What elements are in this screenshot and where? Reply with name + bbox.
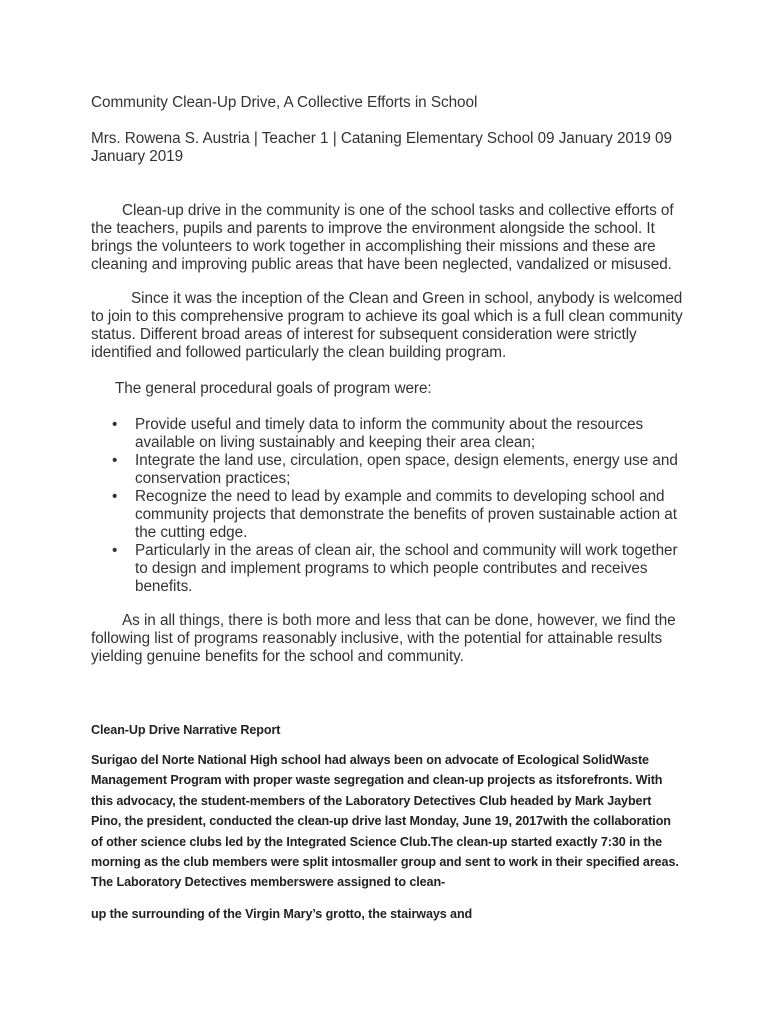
goal-text: Particularly in the areas of clean air, the school and community will work together to design and implement programs to which people contributes and receives benefits. <box>135 542 678 595</box>
bullet-icon: • <box>112 452 118 469</box>
goal-text: Integrate the land use, circulation, open space, design elements, energy use and conservation practices; <box>135 452 678 487</box>
bullet-icon: • <box>112 542 118 559</box>
goal-text: Recognize the need to lead by example and commits to developing school and community projects that demonstrate the benefits of proven sustainable action at the cutting edge. <box>135 488 677 541</box>
goal-item-3 <box>91 488 691 542</box>
report-heading: Clean-Up Drive Narrative Report <box>91 723 281 737</box>
goal-item-4 <box>91 542 691 596</box>
bullet-icon: • <box>112 488 118 505</box>
author-byline: Mrs. Rowena S. Austria | Teacher 1 | Cataning Elementary School 09 January 2019 09 January 2019 <box>91 130 672 165</box>
document-title: Community Clean-Up Drive, A Collective Efforts in School <box>91 94 478 111</box>
inception-paragraph: Since it was the inception of the Clean and Green in school, anybody is welcomed to join to this comprehensive program to achieve its goal which is a full clean community status. Different broad areas of interest for subsequent consideration were strictly identified and followed particularly the clean building program. <box>91 290 683 361</box>
intro-paragraph: Clean-up drive in the community is one of the school tasks and collective efforts of the teachers, pupils and parents to improve the environment alongside the school. It brings the volunteers to work together in accomplishing their missions and these are cleaning and improving public areas that have been neglected, vandalized or misused. <box>91 202 674 273</box>
report-continued-text: up the surrounding of the Virgin Mary’s grotto, the stairways and <box>91 907 473 921</box>
goal-text: Provide useful and timely data to inform the community about the resources available on living sustainably and keeping their area clean; <box>135 416 644 451</box>
goals-list <box>91 416 691 596</box>
conclusion-paragraph: As in all things, there is both more and less that can be done, however, we find the following list of programs reasonably inclusive, with the potential for attainable results yielding genuine benefits for the school and community. <box>91 612 676 665</box>
goal-item-2 <box>91 452 691 488</box>
bullet-icon: • <box>112 416 118 433</box>
goals-intro-paragraph: The general procedural goals of program were: <box>115 380 432 397</box>
goal-item-1 <box>91 416 691 452</box>
report-body: Surigao del Norte National High school had always been on advocate of Ecological SolidWaste Management Program with proper waste segregation and clean-up projects as itsforefronts. With this advocacy, the student-members of the Laboratory Detectives Club headed by Mark Jaybert Pino, the president, conducted the clean-up drive last Monday, June 19, 2017with the collaboration of other science clubs led by the Integrated Science Club.The clean-up started exactly 7:30 in the morning as the club members were split intosmaller group and sent to work in their specified areas. The Laboratory Detectives memberswere assigned to clean- <box>91 753 679 890</box>
